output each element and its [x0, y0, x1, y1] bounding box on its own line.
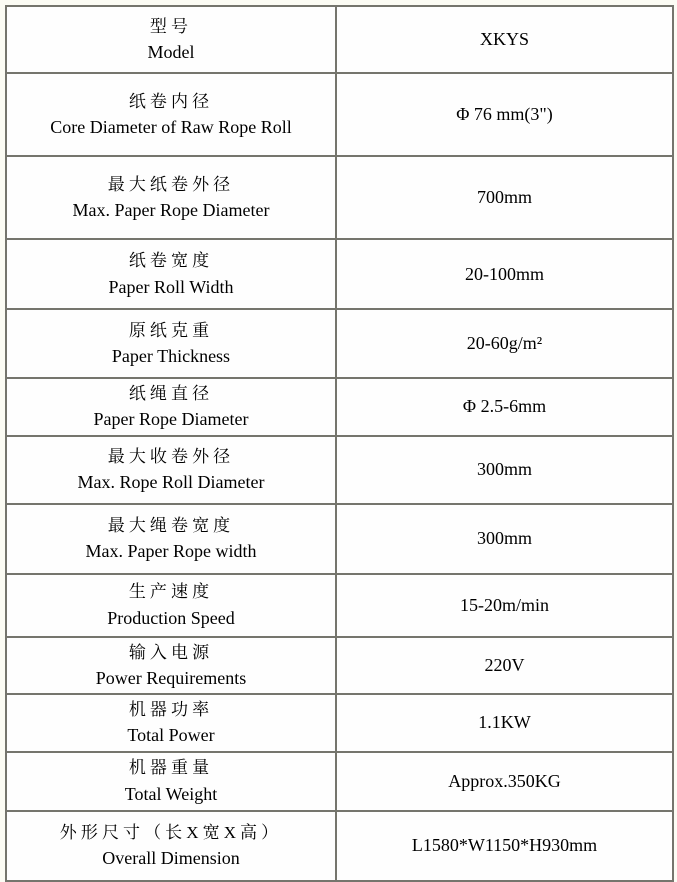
spec-label-chinese: 纸绳直径	[128, 384, 214, 403]
spec-label-cell	[6, 156, 336, 239]
spec-label-cell	[6, 378, 336, 436]
specification-table-body	[6, 6, 673, 881]
spec-value-cell: L1580*W1150*H930mm	[336, 811, 673, 881]
table-row-total-power	[6, 694, 673, 752]
table-row-paper-roll-width	[6, 239, 673, 309]
spec-value-cell: 700mm	[336, 156, 673, 239]
spec-label-english: Production Speed	[107, 607, 235, 628]
spec-label-english: Power Requirements	[95, 667, 247, 688]
spec-label-chinese: 机器功率	[128, 700, 214, 720]
spec-label-chinese: 输入电源	[128, 642, 214, 662]
spec-label-cell	[6, 6, 336, 73]
spec-label-cell	[6, 574, 336, 637]
spec-label-chinese: 最大收卷外径	[107, 446, 235, 466]
spec-value-cell: Φ 76 mm(3")	[336, 73, 673, 156]
specification-table	[5, 5, 674, 882]
spec-label-cell	[6, 504, 336, 574]
spec-label-chinese: 原纸克重	[128, 320, 214, 340]
spec-label-chinese: 纸卷宽度	[128, 251, 214, 271]
spec-label-chinese: 生产速度	[128, 582, 214, 602]
table-row-production-speed	[6, 574, 673, 637]
spec-label-english: Paper Roll Width	[108, 276, 234, 297]
table-row-max-paper-rope-width	[6, 504, 673, 574]
spec-label-cell	[6, 239, 336, 309]
spec-value-cell: 300mm	[336, 436, 673, 504]
spec-value-cell: XKYS	[336, 6, 673, 73]
spec-label-cell	[6, 811, 336, 881]
spec-value-cell: 20-100mm	[336, 239, 673, 309]
spec-value-cell: 20-60g/m²	[336, 309, 673, 378]
table-row-model	[6, 6, 673, 73]
spec-value-cell: 15-20m/min	[336, 574, 673, 637]
spec-label-cell	[6, 637, 336, 695]
spec-label-cell	[6, 694, 336, 752]
table-row-max-paper-rope-diameter	[6, 156, 673, 239]
spec-label-cell	[6, 309, 336, 378]
table-row-paper-rope-diameter	[6, 378, 673, 436]
table-row-power-requirements	[6, 637, 673, 695]
spec-label-english: Total Power	[127, 725, 215, 746]
spec-label-chinese: 最大纸卷外径	[107, 174, 235, 194]
spec-label-chinese: 外形尺寸（长X宽X高）	[59, 822, 283, 842]
spec-label-english: Core Diameter of Raw Rope Roll	[50, 117, 292, 138]
spec-label-english: Overall Dimension	[102, 848, 240, 869]
table-row-paper-thickness	[6, 309, 673, 378]
spec-label-cell	[6, 752, 336, 811]
spec-label-english: Total Weight	[124, 783, 218, 804]
spec-value-cell: 1.1KW	[336, 694, 673, 752]
spec-label-chinese: 型号	[149, 16, 193, 36]
spec-label-english: Paper Rope Diameter	[93, 409, 249, 430]
table-row-total-weight	[6, 752, 673, 811]
spec-label-chinese: 最大绳卷宽度	[107, 515, 235, 535]
spec-value-cell: Φ 2.5-6mm	[336, 378, 673, 436]
spec-label-chinese: 机器重量	[128, 758, 214, 778]
spec-label-english: Paper Thickness	[111, 346, 231, 367]
spec-value-cell: Approx.350KG	[336, 752, 673, 811]
spec-label-english: Max. Rope Roll Diameter	[77, 472, 265, 493]
spec-value-cell: 300mm	[336, 504, 673, 574]
spec-label-chinese: 纸卷内径	[128, 91, 214, 111]
table-row-max-rope-roll-diameter	[6, 436, 673, 504]
spec-label-english: Model	[147, 42, 195, 63]
table-row-core-diameter	[6, 73, 673, 156]
spec-label-english: Max. Paper Rope Diameter	[72, 200, 270, 221]
spec-label-cell	[6, 73, 336, 156]
spec-label-english: Max. Paper Rope width	[85, 541, 257, 562]
spec-label-cell	[6, 436, 336, 504]
spec-value-cell: 220V	[336, 637, 673, 695]
table-row-overall-dimension	[6, 811, 673, 881]
